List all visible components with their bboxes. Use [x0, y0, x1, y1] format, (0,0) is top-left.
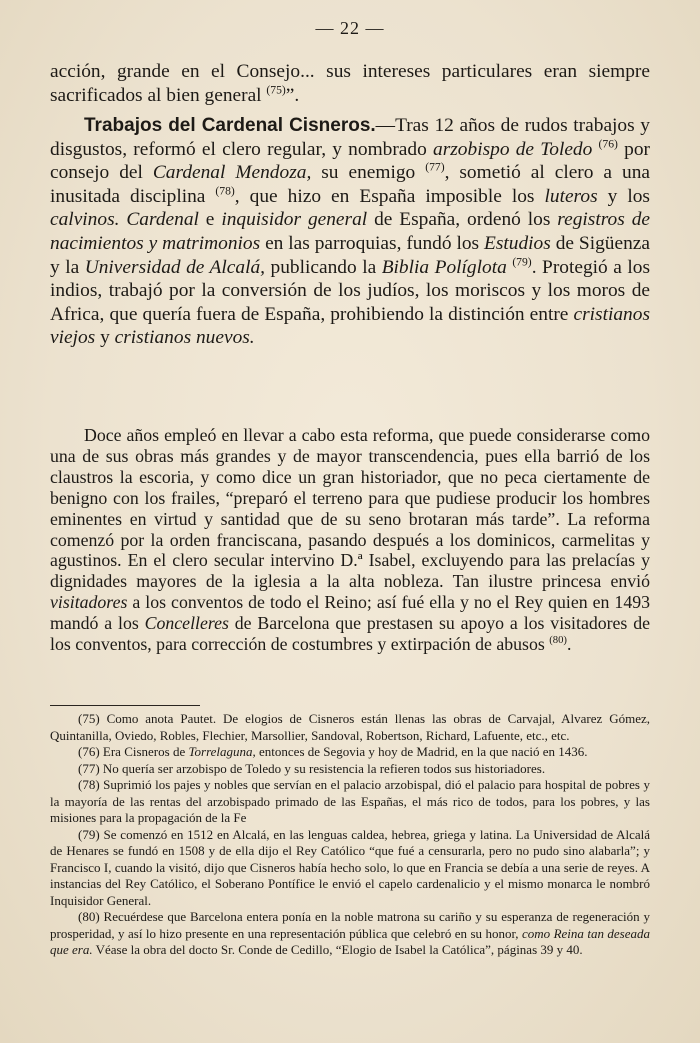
footnote-79: (79) Se comenzó en 1512 en Alcalá, en las lenguas caldea, hebrea, griega y latina. La Universidad de Alcalá de Henares se fundó en 1508 y de ella dijo el Rey Católico “que fué a censurarla, pero no pudo sino alabarla”; y Francisco I, cuando la visitó, dijo que Cisneros había hecho solo, lo que en Francia se debía a una serie de reyes. A instancias del Rey Católico, el Soberano Pontífice le envió el capelo cardenalicio y el mismo monarca le nombró Inquisidor General.: [50, 826, 650, 908]
footnote-77: (77) No quería ser arzobispo de Toledo y su resistencia la refieren todos sus historiadores.: [78, 760, 546, 776]
page-number: — 22 —: [315, 18, 385, 38]
footnote-ref-78: (78): [215, 184, 235, 198]
reform-paragraph: Doce años empleó en llevar a cabo esta reforma, que puede considerarse como una de sus obras más grandes y de mayor transcendencia, pues ella barrió de los claustros la escoria, y como dice un gran historiador, que no peca ciertamente de benigno con los frailes, “preparó el terreno para que pudiese producir los hombres eminentes en virtud y santidad que de su seno brotaran más tarde”. La reforma comenzó por la orden franciscana, pasando después a los dominicos, carmelitas y agustinos. En el clero secular intervino D.ª Isabel, excluyendo para las prelacías y dignidades mayores de la iglesia a la alta nobleza. Tan ilustre princesa envió visitadores a los conventos de todo el Reino; así fué ella y no el Rey quien en 1493 mandó a los Concelleres de Barcelona que prestasen su apoyo a los visitadores de los conventos, para corrección de costumbres y extirpación de abusos $^{(80)}$.: [50, 425, 650, 655]
carryover-paragraph: acción, grande en el Consejo... sus intereses particulares eran siempre sacrificados al bien general $^{(75)}$”.: [50, 61, 650, 106]
footnote-ref-76: (76): [598, 137, 618, 151]
footnote-divider: [50, 705, 200, 706]
footnotes: [50, 711, 650, 959]
footnote-78: (78) Suprimió los pajes y nobles que servían en el palacio arzobispal, dió el palacio para hospital de pobres y la mayoría de las rentas del arzobispado primado de las Españas, el más rico de todos, para los pobres, y las misiones para la propagación de la Fe: [50, 777, 650, 825]
footnote-ref-77: (77): [425, 160, 445, 174]
section-heading: Trabajos del Cardenal Cisneros.: [84, 115, 376, 136]
footnote-ref-80: (80): [549, 634, 567, 647]
footnote-ref-79: (79): [512, 255, 532, 269]
cisneros-section: Trabajos del Cardenal Cisneros.—Tras 12 años de rudos trabajos y disgustos, reformó el clero regular, y nombrado arzobispo de Toledo $^{(76)}$ por consejo del Cardenal Mendoza, su enemigo $^{(77)}$, sometió al clero a una inusitada disciplina $^{(78)}$, que hizo en España imposible los luteros y los calvinos. Cardenal e inquisidor general de España, ordenó los registros de nacimientos y matrimonios en las parroquias, fundó los Estudios de Sigüenza y la Universidad de Alcalá, publicando la Biblia Políglota $^{(79)}$. Protegió a los indios, trabajó por la conversión de los judíos, los moriscos y los moros de Africa, que quería fuera de España, prohibiendo la distinción entre cristianos viejos y cristianos nuevos.: [50, 115, 651, 349]
footnote-76: (76) Era Cisneros de Torrelaguna, entonces de Segovia y hoy de Madrid, en la que nació en 1436.: [78, 744, 588, 759]
footnote-ref-75: (75): [266, 83, 286, 97]
footnote-80: (80) Recuérdese que Barcelona entera ponía en la noble matrona su cariño y su esperanza de regeneración y prosperidad, y así lo hizo presente en una representación pública que celebró en su honor, como Reina tan deseada que era. Véase la obra del docto Sr. Conde de Cedillo, “Elogio de Isabel la Católica”, páginas 39 y 40.: [50, 909, 650, 957]
footnote-75: (75) Como anota Pautet. De elogios de Cisneros están llenas las obras de Carvajal, Alvarez Gómez, Quintanilla, Oviedo, Robles, Flechier, Marsollier, Sandoval, Robertson, Richard, Lafuente, etc., etc.: [50, 711, 650, 743]
